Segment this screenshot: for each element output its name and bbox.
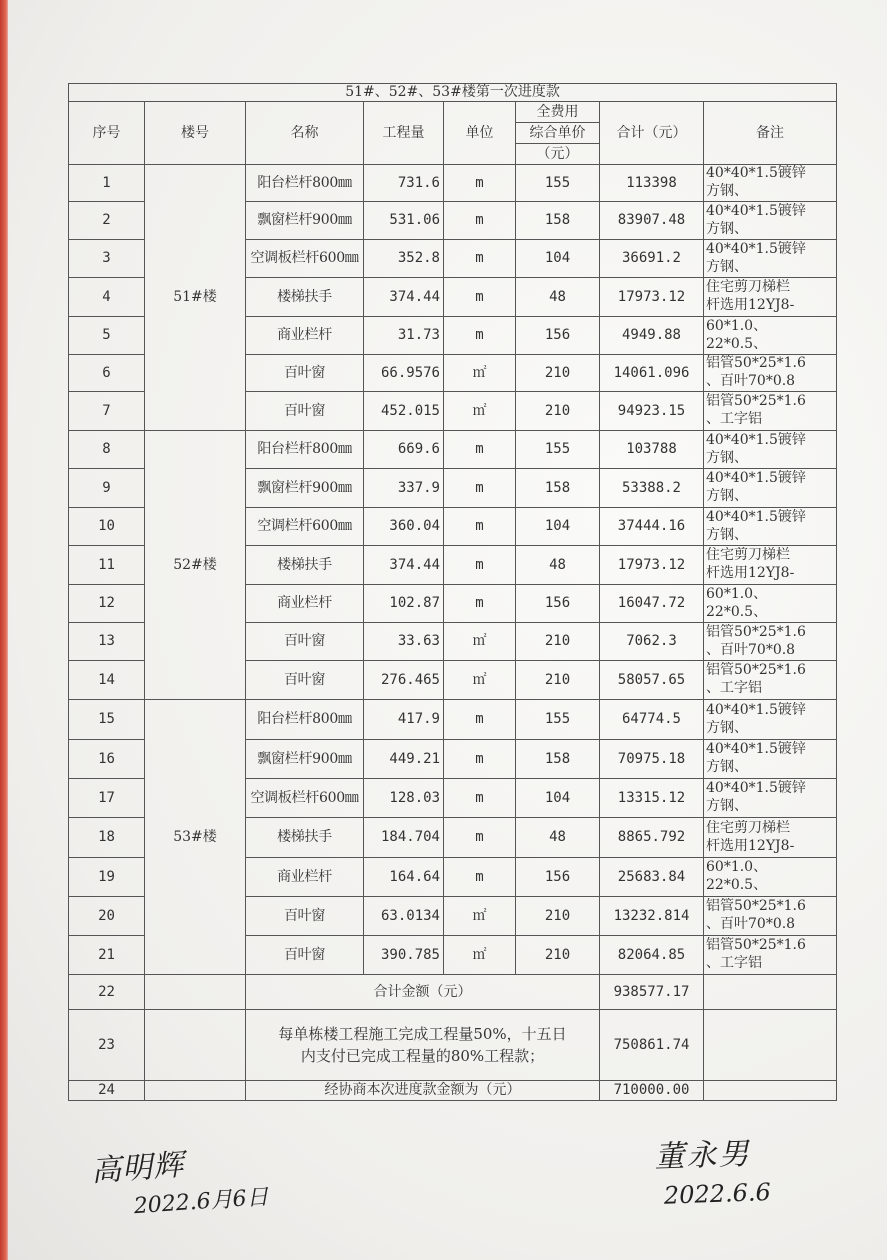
remark-line2: 杆选用12YJ8- — [706, 837, 795, 854]
row-quantity: 352.8 — [364, 240, 444, 278]
row-remark — [704, 240, 837, 278]
row-unit: m — [444, 240, 516, 278]
row-quantity: 63.0134 — [364, 897, 444, 936]
row-unit: m — [444, 317, 516, 355]
row-unit-price: 48 — [516, 546, 600, 585]
row-total: 36691.2 — [600, 240, 704, 278]
row-unit: m — [444, 202, 516, 240]
summary-blank — [145, 1081, 246, 1101]
signature-right — [654, 1128, 772, 1210]
summary-seq: 24 — [69, 1081, 145, 1101]
table-row — [69, 431, 837, 469]
summary-label-line2: 内支付已完成工程量的80%工程款； — [300, 1047, 545, 1065]
row-total: 16047.72 — [600, 585, 704, 623]
header-price-line3: （元） — [536, 146, 579, 162]
row-remark — [704, 431, 837, 469]
summary-label: 经协商本次进度款金额为（元） — [246, 1081, 600, 1101]
row-total: 58057.65 — [600, 661, 704, 700]
remark-line2: 方钢、 — [706, 759, 748, 775]
summary-label-line1: 每单栋楼工程施工完成工程量50%，十五日 — [278, 1025, 567, 1043]
remark-line2: 、工字铝 — [706, 955, 762, 971]
row-seq: 15 — [69, 700, 145, 740]
row-seq: 3 — [69, 240, 145, 278]
remark-line2: 杆选用12YJ8- — [706, 565, 795, 581]
row-unit-price: 155 — [516, 431, 600, 469]
row-quantity: 374.44 — [364, 546, 444, 585]
remark-line1: 铝管50*25*1.6 — [706, 355, 806, 371]
row-name: 商业栏杆 — [246, 858, 364, 897]
row-total: 70975.18 — [600, 740, 704, 779]
row-quantity: 669.6 — [364, 431, 444, 469]
remark-line1: 住宅剪刀梯栏 — [706, 547, 790, 563]
row-quantity: 417.9 — [364, 700, 444, 740]
row-name: 楼梯扶手 — [246, 278, 364, 317]
remark-line1: 40*40*1.5镀锌 — [706, 780, 806, 796]
row-quantity: 128.03 — [364, 779, 444, 818]
row-seq: 7 — [69, 392, 145, 431]
row-seq: 6 — [69, 355, 145, 392]
remark-line1: 60*1.0、 — [706, 859, 768, 875]
row-quantity: 66.9576 — [364, 355, 444, 392]
row-name: 百叶窗 — [246, 936, 364, 975]
row-total: 113398 — [600, 165, 704, 202]
header-building: 楼号 — [145, 102, 246, 165]
row-total: 82064.85 — [600, 936, 704, 975]
row-unit: m — [444, 585, 516, 623]
header-price-line2: 综合单价 — [516, 123, 599, 144]
row-unit-price: 104 — [516, 240, 600, 278]
row-name: 百叶窗 — [246, 355, 364, 392]
row-unit-price: 210 — [516, 623, 600, 661]
remark-line2: 、工字铝 — [706, 411, 762, 427]
header-seq: 序号 — [69, 102, 145, 165]
row-total: 8865.792 — [600, 818, 704, 858]
row-quantity: 374.44 — [364, 278, 444, 317]
row-remark — [704, 355, 837, 392]
summary-blank — [145, 1010, 246, 1081]
row-name: 商业栏杆 — [246, 317, 364, 355]
row-remark — [704, 165, 837, 202]
remark-line1: 40*40*1.5镀锌 — [706, 701, 806, 718]
row-total: 4949.88 — [600, 317, 704, 355]
row-name: 阳台栏杆800㎜ — [246, 431, 364, 469]
remark-line1: 60*1.0、 — [706, 317, 768, 334]
row-unit-price: 48 — [516, 278, 600, 317]
row-seq: 11 — [69, 546, 145, 585]
progress-payment-table — [68, 83, 837, 1101]
table-title: 51#、52#、53#楼第一次进度款 — [69, 84, 837, 102]
row-name: 楼梯扶手 — [246, 818, 364, 858]
row-unit-price: 210 — [516, 392, 600, 431]
row-remark — [704, 585, 837, 623]
row-quantity: 390.785 — [364, 936, 444, 975]
row-seq: 8 — [69, 431, 145, 469]
summary-seq: 22 — [69, 975, 145, 1010]
row-name: 空调栏杆600㎜ — [246, 508, 364, 546]
row-unit-price: 158 — [516, 740, 600, 779]
row-quantity: 276.465 — [364, 661, 444, 700]
remark-line1: 铝管50*25*1.6 — [706, 623, 806, 640]
row-remark — [704, 858, 837, 897]
row-remark — [704, 317, 837, 355]
header-quantity: 工程量 — [364, 102, 444, 165]
remark-line2: 、工字铝 — [706, 680, 762, 696]
header-name: 名称 — [246, 102, 364, 165]
row-seq: 5 — [69, 317, 145, 355]
row-seq: 4 — [69, 278, 145, 317]
signature-left — [90, 1134, 270, 1223]
building-label: 51#楼 — [145, 165, 246, 431]
remark-line1: 40*40*1.5镀锌 — [706, 240, 806, 257]
building-label: 53#楼 — [145, 700, 246, 975]
row-unit-price: 210 — [516, 936, 600, 975]
remark-line2: 方钢、 — [706, 183, 748, 199]
row-unit-price: 155 — [516, 700, 600, 740]
row-quantity: 452.015 — [364, 392, 444, 431]
summary-seq: 23 — [69, 1010, 145, 1081]
remark-line1: 住宅剪刀梯栏 — [706, 279, 790, 295]
summary-row-agreed — [69, 1081, 837, 1101]
remark-line1: 40*40*1.5镀锌 — [706, 508, 806, 525]
remark-line2: 22*0.5、 — [706, 603, 768, 620]
row-name: 空调板栏杆600㎜ — [246, 240, 364, 278]
row-remark — [704, 278, 837, 317]
row-unit-price: 210 — [516, 897, 600, 936]
row-unit: m — [444, 546, 516, 585]
row-seq: 20 — [69, 897, 145, 936]
remark-line1: 住宅剪刀梯栏 — [706, 819, 790, 836]
summary-value: 938577.17 — [600, 975, 704, 1010]
row-seq: 18 — [69, 818, 145, 858]
row-seq: 21 — [69, 936, 145, 975]
row-unit: ㎡ — [444, 936, 516, 975]
row-name: 阳台栏杆800㎜ — [246, 700, 364, 740]
row-remark — [704, 897, 837, 936]
row-unit-price: 48 — [516, 818, 600, 858]
remark-line2: 方钢、 — [706, 449, 748, 466]
summary-blank — [145, 975, 246, 1010]
row-quantity: 31.73 — [364, 317, 444, 355]
signature-left-date: 2022.6月6日 — [132, 1184, 270, 1220]
row-seq: 12 — [69, 585, 145, 623]
remark-line2: 22*0.5、 — [706, 877, 768, 893]
row-total: 17973.12 — [600, 278, 704, 317]
row-quantity: 731.6 — [364, 165, 444, 202]
header-unit: 单位 — [444, 102, 516, 165]
row-quantity: 360.04 — [364, 508, 444, 546]
row-seq: 16 — [69, 740, 145, 779]
row-total: 53388.2 — [600, 469, 704, 508]
remark-line2: 方钢、 — [706, 526, 748, 543]
row-remark — [704, 623, 837, 661]
row-seq: 17 — [69, 779, 145, 818]
table-row — [69, 700, 837, 740]
row-name: 阳台栏杆800㎜ — [246, 165, 364, 202]
summary-row-total — [69, 975, 837, 1010]
row-unit: m — [444, 779, 516, 818]
table-row — [69, 165, 837, 202]
row-total: 17973.12 — [600, 546, 704, 585]
signature-right-date: 2022.6.6 — [663, 1177, 772, 1210]
row-unit: m — [444, 858, 516, 897]
remark-line2: 方钢、 — [706, 798, 748, 814]
row-remark — [704, 700, 837, 740]
summary-label: 合计金额（元） — [246, 975, 600, 1010]
row-remark — [704, 936, 837, 975]
row-remark — [704, 202, 837, 240]
remark-line2: 、百叶70*0.8 — [706, 373, 796, 389]
remark-line1: 40*40*1.5镀锌 — [706, 431, 806, 448]
row-name: 楼梯扶手 — [246, 546, 364, 585]
summary-remark — [704, 975, 837, 1010]
signature-left-name: 高明辉 — [90, 1147, 186, 1190]
row-total: 25683.84 — [600, 858, 704, 897]
remark-line2: 方钢、 — [706, 488, 748, 504]
row-unit-price: 104 — [516, 508, 600, 546]
row-unit: ㎡ — [444, 897, 516, 936]
remark-line1: 40*40*1.5镀锌 — [706, 470, 806, 486]
remark-line2: 、百叶70*0.8 — [706, 641, 796, 658]
remark-line2: 方钢、 — [706, 258, 748, 275]
row-total: 14061.096 — [600, 355, 704, 392]
row-remark — [704, 661, 837, 700]
row-unit-price: 156 — [516, 858, 600, 897]
row-seq: 2 — [69, 202, 145, 240]
row-quantity: 33.63 — [364, 623, 444, 661]
remark-line1: 铝管50*25*1.6 — [706, 937, 806, 953]
row-unit: ㎡ — [444, 392, 516, 431]
row-quantity: 164.64 — [364, 858, 444, 897]
row-unit: m — [444, 431, 516, 469]
row-name: 百叶窗 — [246, 392, 364, 431]
row-remark — [704, 469, 837, 508]
row-total: 83907.48 — [600, 202, 704, 240]
remark-line1: 40*40*1.5镀锌 — [706, 741, 806, 757]
row-seq: 14 — [69, 661, 145, 700]
row-name: 百叶窗 — [246, 623, 364, 661]
row-total: 37444.16 — [600, 508, 704, 546]
row-quantity: 102.87 — [364, 585, 444, 623]
row-unit-price: 158 — [516, 469, 600, 508]
remark-line1: 40*40*1.5镀锌 — [706, 202, 806, 219]
row-name: 百叶窗 — [246, 661, 364, 700]
row-unit: m — [444, 740, 516, 779]
row-remark — [704, 392, 837, 431]
row-name: 飘窗栏杆900㎜ — [246, 469, 364, 508]
row-unit: ㎡ — [444, 623, 516, 661]
building-label: 52#楼 — [145, 431, 246, 700]
row-seq: 10 — [69, 508, 145, 546]
row-unit-price: 210 — [516, 355, 600, 392]
header-remark: 备注 — [704, 102, 837, 165]
remark-line1: 铝管50*25*1.6 — [706, 662, 806, 678]
row-unit: m — [444, 818, 516, 858]
row-remark — [704, 508, 837, 546]
row-unit-price: 104 — [516, 779, 600, 818]
row-unit: m — [444, 508, 516, 546]
header-price-line1: 全费用 — [516, 102, 599, 123]
row-quantity: 531.06 — [364, 202, 444, 240]
row-quantity: 337.9 — [364, 469, 444, 508]
row-unit: m — [444, 278, 516, 317]
row-name: 空调板栏杆600㎜ — [246, 779, 364, 818]
row-seq: 19 — [69, 858, 145, 897]
row-unit: ㎡ — [444, 661, 516, 700]
remark-line2: 、百叶70*0.8 — [706, 916, 796, 932]
summary-remark — [704, 1010, 837, 1081]
summary-row-50pct — [69, 1010, 837, 1081]
row-unit-price: 155 — [516, 165, 600, 202]
remark-line1: 铝管50*25*1.6 — [706, 393, 806, 409]
row-unit-price: 156 — [516, 585, 600, 623]
row-unit: ㎡ — [444, 355, 516, 392]
remark-line2: 杆选用12YJ8- — [706, 297, 795, 313]
summary-label — [246, 1010, 600, 1081]
row-unit: m — [444, 165, 516, 202]
row-unit: m — [444, 469, 516, 508]
row-remark — [704, 779, 837, 818]
row-unit-price: 158 — [516, 202, 600, 240]
header-unit-price — [516, 102, 600, 165]
row-seq: 9 — [69, 469, 145, 508]
row-unit: m — [444, 700, 516, 740]
signature-right-name: 董永男 — [653, 1136, 752, 1176]
row-total: 103788 — [600, 431, 704, 469]
row-name: 飘窗栏杆900㎜ — [246, 740, 364, 779]
row-unit-price: 156 — [516, 317, 600, 355]
summary-value: 710000.00 — [600, 1081, 704, 1101]
row-unit-price: 210 — [516, 661, 600, 700]
row-total: 13232.814 — [600, 897, 704, 936]
remark-line1: 40*40*1.5镀锌 — [706, 165, 806, 181]
remark-line2: 22*0.5、 — [706, 335, 768, 352]
row-total: 64774.5 — [600, 700, 704, 740]
row-name: 飘窗栏杆900㎜ — [246, 202, 364, 240]
header-total: 合计（元） — [600, 102, 704, 165]
summary-remark — [704, 1081, 837, 1101]
row-name: 商业栏杆 — [246, 585, 364, 623]
remark-line2: 方钢、 — [706, 719, 748, 736]
row-total: 13315.12 — [600, 779, 704, 818]
row-remark — [704, 740, 837, 779]
row-remark — [704, 546, 837, 585]
row-seq: 1 — [69, 165, 145, 202]
remark-line1: 铝管50*25*1.6 — [706, 898, 806, 914]
row-seq: 13 — [69, 623, 145, 661]
row-total: 94923.15 — [600, 392, 704, 431]
row-remark — [704, 818, 837, 858]
remark-line1: 60*1.0、 — [706, 585, 768, 602]
row-quantity: 184.704 — [364, 818, 444, 858]
row-quantity: 449.21 — [364, 740, 444, 779]
row-total: 7062.3 — [600, 623, 704, 661]
summary-value: 750861.74 — [600, 1010, 704, 1081]
remark-line2: 方钢、 — [706, 220, 748, 237]
row-name: 百叶窗 — [246, 897, 364, 936]
